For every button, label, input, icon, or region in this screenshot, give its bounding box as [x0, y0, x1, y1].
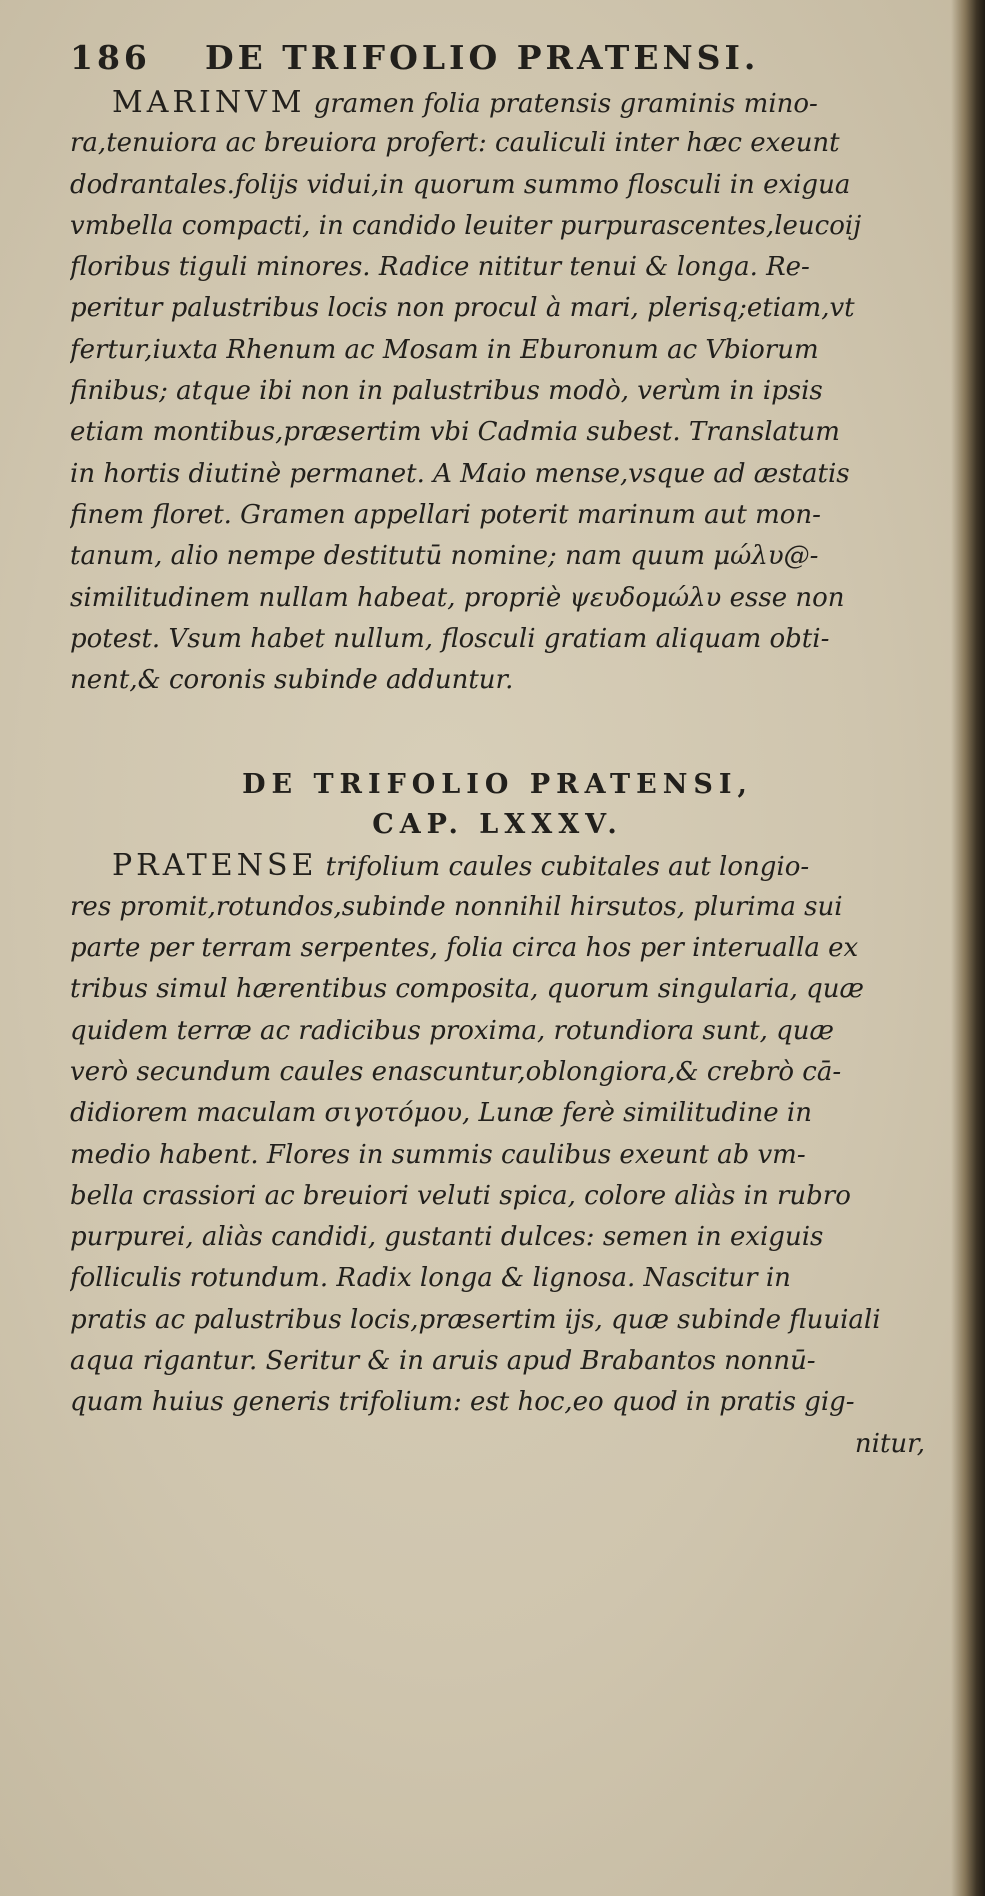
text-line: [70, 454, 965, 495]
initial-word: PRATENSE: [112, 848, 318, 884]
line-text: pratis ac palustribus locis,præsertim ijs, quæ subinde fluuiali: [70, 1304, 881, 1335]
text-line: [70, 845, 965, 886]
text-line: [70, 82, 965, 123]
text-line: [70, 206, 965, 247]
text-line: [70, 247, 965, 288]
text-line: [70, 371, 965, 412]
text-line: [70, 928, 965, 969]
text-line: [70, 1382, 965, 1423]
line-text: tribus simul hærentibus composita, quorum singularia, quæ: [70, 974, 864, 1005]
line-text: res promit,rotundos,subinde nonnihil hirsutos, plurima sui: [70, 891, 843, 922]
line-text: gramen folia pratensis graminis mino-: [305, 89, 818, 119]
text-line: [70, 1093, 965, 1134]
paragraph-gramen-marinum: [70, 82, 965, 701]
running-title: DE TRIFOLIO PRATENSI.: [205, 38, 760, 77]
catchword: nitur,: [854, 1428, 925, 1459]
text-line: [70, 412, 965, 453]
line-text: verò secundum caules enascuntur,oblongiora,& crebrò cā-: [70, 1056, 842, 1087]
line-text: similitudinem nullam habeat, propriè ψευδομώλυ esse non: [70, 582, 845, 613]
line-text: trifolium caules cubitales aut longio-: [317, 852, 810, 883]
text-line: [70, 1011, 965, 1052]
text-line: [70, 165, 965, 206]
line-text: etiam montibus,præsertim vbi Cadmia subest. Translatum: [70, 417, 840, 448]
text-line: [70, 536, 965, 577]
line-text: purpurei, aliàs candidi, gustanti dulces: semen in exiguis: [70, 1222, 824, 1253]
text-block: [70, 36, 965, 1465]
text-line: [70, 495, 965, 536]
running-head: [70, 36, 965, 82]
text-line: [70, 1217, 965, 1258]
line-text: peritur palustribus locis non procul à mari, plerisq;etiam,vt: [70, 293, 855, 324]
section-spacer: [70, 701, 965, 765]
text-line: [70, 1052, 965, 1093]
chapter-number: CAP. LXXXV.: [372, 809, 623, 841]
line-text: parte per terram serpentes, folia circa hos per interualla ex: [70, 933, 859, 964]
line-text: quam huius generis trifolium: est hoc,eo quod in pratis gig-: [70, 1387, 855, 1418]
line-text: in hortis diutinè permanet. A Maio mense,vsque ad æstatis: [70, 458, 850, 489]
line-text: nent,& coronis subinde adduntur.: [70, 665, 514, 696]
text-line: [70, 887, 965, 928]
line-text: fertur,iuxta Rhenum ac Mosam in Eburonum ac Vbiorum: [70, 334, 819, 365]
line-text: vmbella compacti, in candido leuiter purpurascentes,leucoij: [70, 210, 862, 241]
line-text: quidem terræ ac radicibus proxima, rotundiora sunt, quæ: [70, 1015, 834, 1046]
text-line: [70, 288, 965, 329]
text-line: [70, 1258, 965, 1299]
line-text: bella crassiori ac breuiori veluti spica, colore aliàs in rubro: [70, 1180, 851, 1211]
line-text: finibus; atque ibi non in palustribus modò, verùm in ipsis: [70, 376, 823, 407]
chapter-title: DE TRIFOLIO PRATENSI,: [242, 769, 753, 801]
line-text: floribus tiguli minores. Radice nititur tenui & longa. Re-: [70, 252, 810, 283]
text-line: [70, 578, 965, 619]
text-line: [70, 619, 965, 660]
line-text: medio habent. Flores in summis caulibus exeunt ab vm-: [70, 1139, 806, 1170]
paragraph-trifolium-pratense: [70, 845, 965, 1423]
line-text: finem floret. Gramen appellari poterit marinum aut mon-: [70, 499, 821, 530]
line-text: aqua rigantur. Seritur & in aruis apud Brabantos nonnū-: [70, 1346, 816, 1377]
line-text: didiorem maculam σιγοτόμου, Lunæ ferè similitudine in: [70, 1098, 812, 1129]
line-text: dodrantales.folijs vidui,in quorum summo flosculi in exigua: [70, 169, 851, 200]
line-text: ra,tenuiora ac breuiora profert: cauliculi inter hæc exeunt: [70, 128, 840, 159]
text-line: [70, 123, 965, 164]
text-line: [70, 1135, 965, 1176]
line-text: folliculis rotundum. Radix longa & lignosa. Nascitur in: [70, 1263, 791, 1294]
text-line: [70, 330, 965, 371]
text-line: [70, 969, 965, 1010]
line-text: tanum, alio nempe destitutū nomine; nam quum μώλυ@-: [70, 541, 819, 572]
page-number: 186: [70, 38, 151, 77]
line-text: potest. Vsum habet nullum, flosculi gratiam aliquam obti-: [70, 623, 830, 654]
text-line: [70, 1300, 965, 1341]
text-line: [70, 660, 965, 701]
text-line: [70, 1176, 965, 1217]
initial-word: MARINVM: [112, 85, 306, 120]
text-line: [70, 1341, 965, 1382]
